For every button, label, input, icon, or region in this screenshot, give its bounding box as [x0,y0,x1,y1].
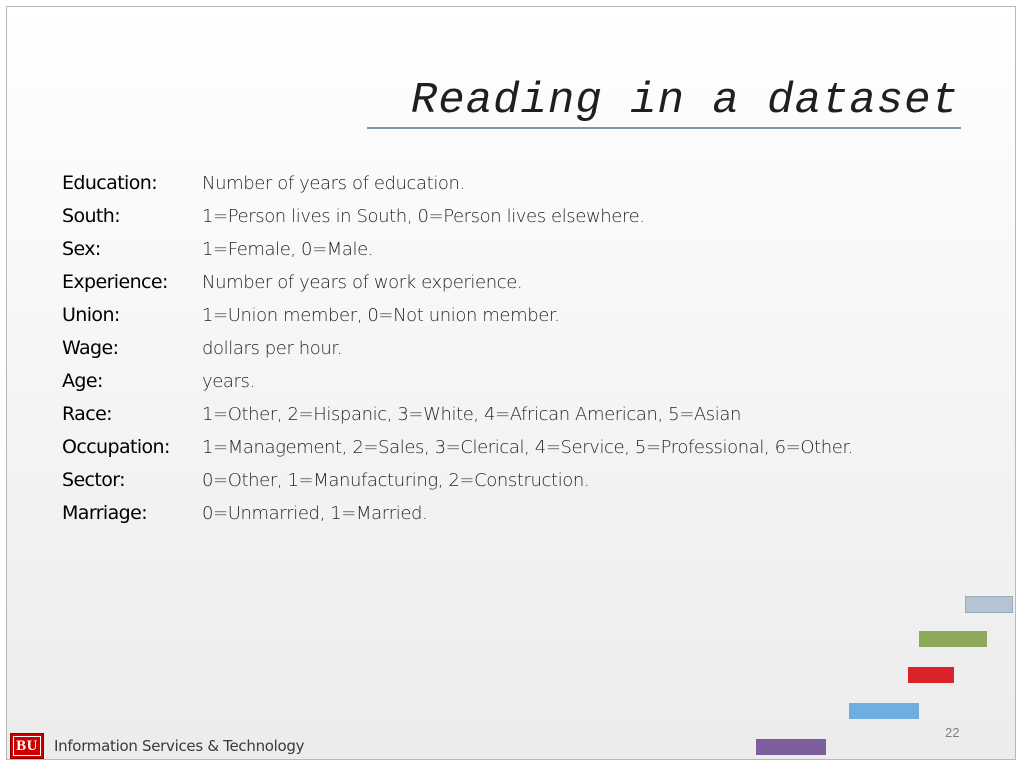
definition-description: Number of years of education. [202,173,465,194]
definition-description: 1=Other, 2=Hispanic, 3=White, 4=African American, 5=Asian [202,404,742,425]
title-underline [367,127,961,129]
definition-row [62,271,853,304]
decorative-accent-bar [965,596,1013,613]
definition-row [62,238,853,271]
definition-term: Age: [62,370,103,392]
page-number: 22 [945,725,960,740]
definition-term: Race: [62,403,112,425]
variable-definitions-list [62,172,853,535]
definition-description: Number of years of work experience. [202,272,523,293]
definition-row [62,502,853,535]
definition-term: Occupation: [62,436,170,458]
decorative-accent-bar [919,631,987,647]
definition-term: Wage: [62,337,119,359]
bu-logo: BU [10,733,44,759]
definition-row [62,304,853,337]
definition-row [62,469,853,502]
decorative-accent-bar [756,739,826,755]
definition-row [62,370,853,403]
definition-term: Education: [62,172,157,194]
slide [6,6,1016,760]
decorative-accent-bar [908,667,954,683]
definition-description: years. [202,371,255,392]
definition-term: Marriage: [62,502,147,524]
definition-description: dollars per hour. [202,338,343,359]
definition-description: 1=Female, 0=Male. [202,239,374,260]
definition-term: Experience: [62,271,168,293]
definition-description: 1=Person lives in South, 0=Person lives elsewhere. [202,206,645,227]
definition-description: 0=Unmarried, 1=Married. [202,503,428,524]
definition-row [62,403,853,436]
footer-organization-name: Information Services & Technology [54,737,305,755]
definition-description: 1=Union member, 0=Not union member. [202,305,560,326]
definition-term: Sector: [62,469,125,491]
definition-row [62,337,853,370]
definition-description: 0=Other, 1=Manufacturing, 2=Construction. [202,470,590,491]
definition-term: Union: [62,304,120,326]
footer [10,733,304,759]
definition-description: 1=Management, 2=Sales, 3=Clerical, 4=Service, 5=Professional, 6=Other. [202,437,854,458]
definition-term: Sex: [62,238,101,260]
decorative-accent-bar [849,703,919,719]
definition-row [62,205,853,238]
definition-row [62,436,853,469]
slide-title: Reading in a dataset [410,76,959,126]
definition-term: South: [62,205,121,227]
definition-row [62,172,853,205]
